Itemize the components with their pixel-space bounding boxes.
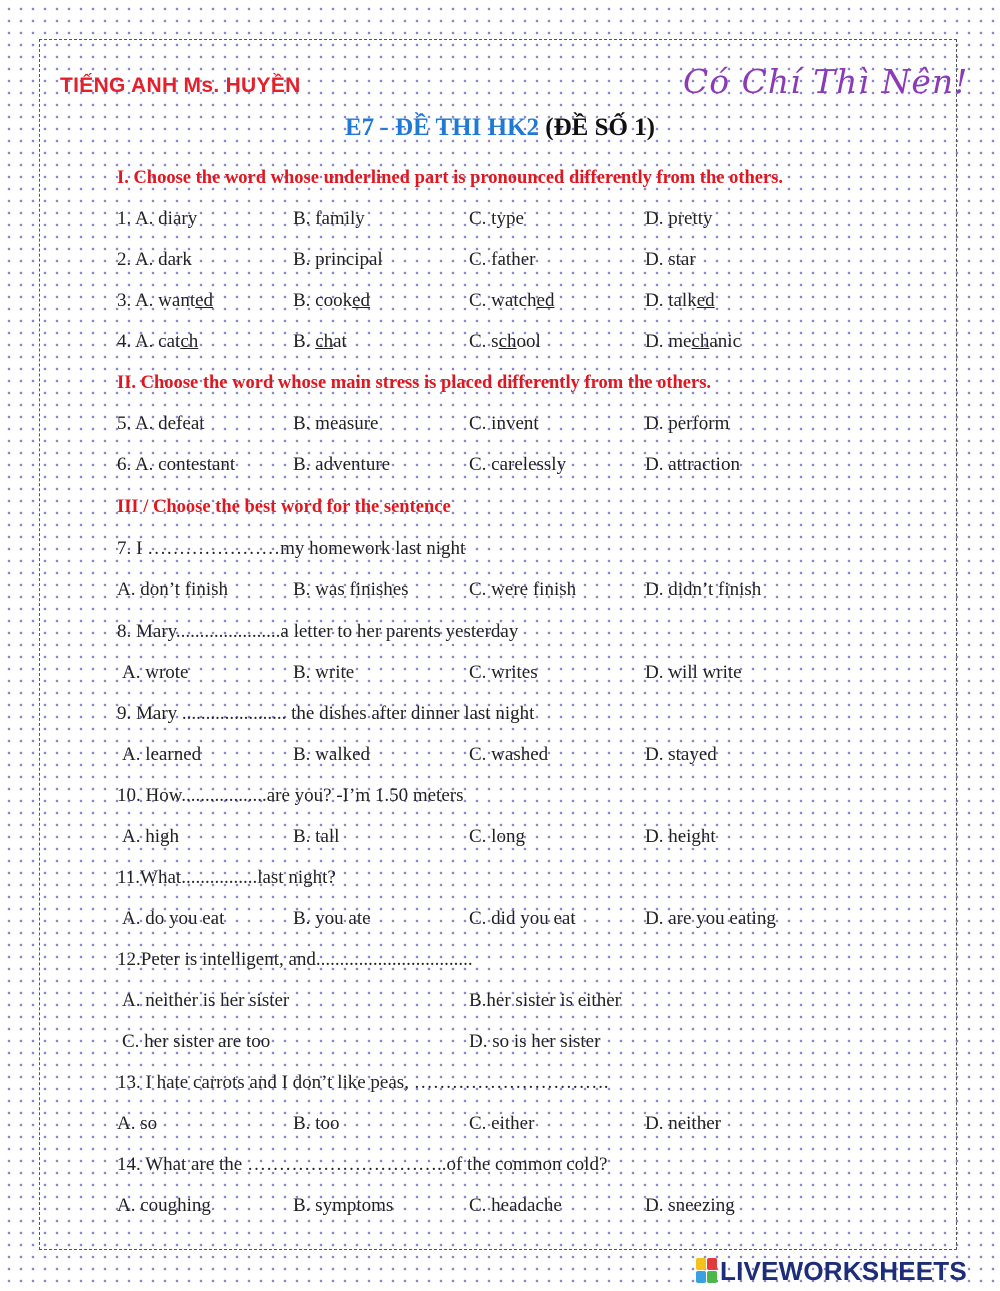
q5-option-d: D. perform: [645, 413, 730, 434]
section-heading-1: I. Choose the word whose underlined part is pronounced differently from the others.: [117, 168, 784, 188]
q12-option-c[interactable]: C. her sister are too: [122, 1031, 271, 1052]
q8-option-c[interactable]: C. writes: [469, 662, 538, 683]
q2-option-c: C. father: [469, 249, 536, 270]
q4-d-underlined: ch: [691, 331, 710, 352]
q3-b-text: B. cook: [293, 290, 353, 311]
liveworksheets-logo[interactable]: [696, 1256, 967, 1286]
q3-a-underlined: ed: [195, 290, 214, 311]
q4-b-rest: at: [333, 331, 347, 352]
q4-a-text: 4. A. cat: [117, 331, 181, 352]
q11-stem: 11.What................last night?: [117, 867, 336, 888]
q2-option-a: 2. A. dark: [117, 249, 192, 270]
q12-option-b[interactable]: B.her sister is either: [469, 990, 621, 1011]
q3-a-text: 3. A. want: [117, 290, 196, 311]
title-sub: (ĐỀ SỐ 1): [545, 114, 655, 141]
q7-option-d[interactable]: D. didn’t finish: [645, 579, 762, 600]
brand-left-label: TIẾNG ANH Ms. HUYỀN: [60, 74, 301, 97]
q11-option-c[interactable]: C. did you eat: [469, 908, 576, 929]
q3-d-underlined: ed: [696, 290, 715, 311]
q1-option-c: C. type: [469, 208, 524, 229]
q10-option-b[interactable]: B. tall: [293, 826, 340, 847]
q11-option-b[interactable]: B. you ate: [293, 908, 371, 929]
q4-option-b: [293, 329, 347, 355]
q10-option-c[interactable]: C. long: [469, 826, 525, 847]
q12-stem: 12.Peter is intelligent, and.................................: [117, 949, 473, 970]
q9-option-d[interactable]: D. stayed: [645, 744, 717, 765]
liveworksheets-wordmark: LIVEWORKSHEETS: [720, 1255, 967, 1286]
q11-option-a[interactable]: A. do you eat: [122, 908, 225, 929]
q4-c-rest: ool: [516, 331, 541, 352]
q7-stem: 7. I …………………my homework last night: [117, 538, 466, 559]
q14-stem: 14. What are the …………………………..of the common cold?: [117, 1154, 608, 1175]
q5-option-a: 5. A. defeat: [117, 413, 205, 434]
title-main: E7 - ĐỀ THI HK2: [344, 114, 540, 141]
q4-d-rest: anic: [709, 331, 742, 352]
q4-option-c: [469, 329, 541, 355]
q1-option-a: 1. A. diary: [117, 208, 198, 229]
page-title: [0, 114, 1000, 142]
q6-option-b: B. adventure: [293, 454, 391, 475]
q4-option-a: [117, 329, 198, 355]
q6-option-a: 6. A. contestant: [117, 454, 236, 475]
q9-option-c[interactable]: C. washed: [469, 744, 549, 765]
q9-stem: 9. Mary ...................... the dishes after dinner last night: [117, 703, 535, 724]
q3-option-c: [469, 288, 554, 314]
q3-option-d: [645, 288, 715, 314]
q10-option-d[interactable]: D. height: [645, 826, 716, 847]
q10-stem: 10. How..................are you? -I’m 1.50 meters: [117, 785, 464, 806]
q6-option-c: C. carelessly: [469, 454, 567, 475]
q3-b-underlined: ed: [352, 290, 371, 311]
q12-option-d[interactable]: D. so is her sister: [469, 1031, 601, 1052]
q11-option-d[interactable]: D. are you eating: [645, 908, 776, 929]
section-heading-3: III / Choose the best word for the sentence: [117, 497, 451, 517]
q3-d-text: D. talk: [645, 290, 697, 311]
q8-stem: 8. Mary......................a letter to her parents yesterday: [117, 621, 519, 642]
q13-option-d[interactable]: D. neither: [645, 1113, 721, 1134]
q7-option-b[interactable]: B. was finishes: [293, 579, 409, 600]
q4-c-text: C. s: [469, 331, 499, 352]
q13-option-b[interactable]: B. too: [293, 1113, 340, 1134]
q6-option-d: D. attraction: [645, 454, 740, 475]
q1-option-b: B. family: [293, 208, 365, 229]
section-heading-2: II. Choose the word whose main stress is placed differently from the others.: [117, 373, 712, 393]
q3-option-a: [117, 288, 213, 314]
q2-option-b: B. principal: [293, 249, 383, 270]
q13-option-c[interactable]: C. either: [469, 1113, 535, 1134]
q14-option-d[interactable]: D. sneezing: [645, 1195, 735, 1216]
q8-option-d[interactable]: D. will write: [645, 662, 742, 683]
q3-c-text: C. watch: [469, 290, 537, 311]
q8-option-a[interactable]: A. wrote: [122, 662, 189, 683]
q9-option-a[interactable]: A. learned: [122, 744, 202, 765]
q4-a-underlined: ch: [180, 331, 199, 352]
q4-c-underlined: ch: [498, 331, 517, 352]
q13-stem: 13. I hate carrots and I don’t like peas, ………………………….: [117, 1072, 609, 1093]
q12-option-a[interactable]: A. neither is her sister: [122, 990, 290, 1011]
q4-option-d: [645, 329, 741, 355]
q3-option-b: [293, 288, 370, 314]
q4-b-text: B.: [293, 331, 316, 352]
q7-option-a[interactable]: A. don’t finish: [117, 579, 229, 600]
q5-option-b: B. measure: [293, 413, 379, 434]
q8-option-b[interactable]: B. write: [293, 662, 355, 683]
q5-option-c: C. invent: [469, 413, 539, 434]
q7-option-c[interactable]: C. were finish: [469, 579, 577, 600]
q10-option-a[interactable]: A. high: [122, 826, 179, 847]
q4-d-text: D. me: [645, 331, 692, 352]
brand-slogan: Có Chí Thì Nên!: [683, 62, 969, 101]
q9-option-b[interactable]: B. walked: [293, 744, 371, 765]
q14-option-a[interactable]: A. coughing: [117, 1195, 211, 1216]
q2-option-d: D. star: [645, 249, 696, 270]
q4-b-underlined: ch: [315, 331, 334, 352]
q3-c-underlined: ed: [536, 290, 555, 311]
q14-option-c[interactable]: C. headache: [469, 1195, 562, 1216]
q13-option-a[interactable]: A. so: [117, 1113, 158, 1134]
q14-option-b[interactable]: B. symptoms: [293, 1195, 394, 1216]
q1-option-d: D. pretty: [645, 208, 713, 229]
liveworksheets-icon: [696, 1258, 718, 1284]
